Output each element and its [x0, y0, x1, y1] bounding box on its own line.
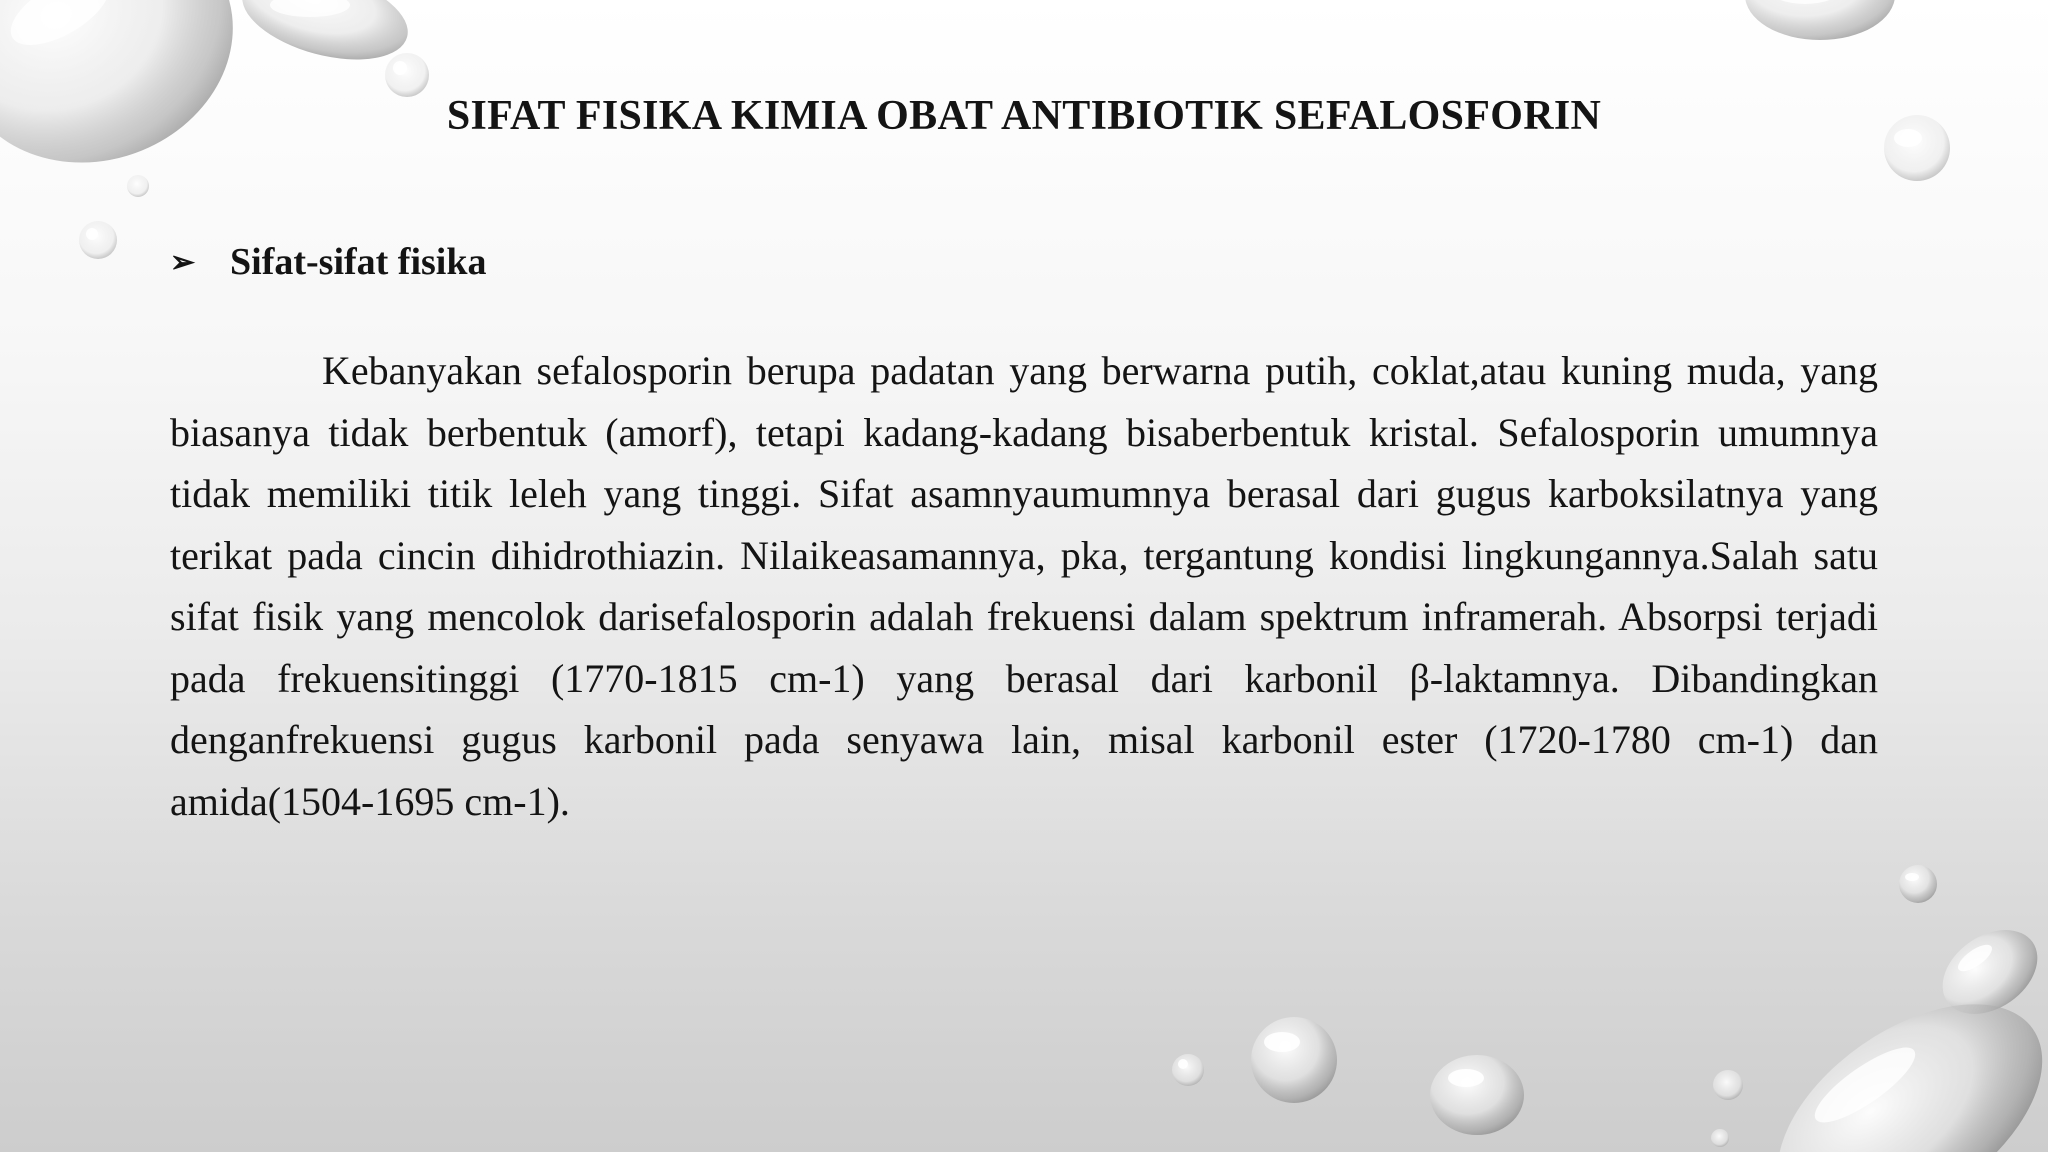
water-drop-bottom-center-oval	[1430, 1055, 1524, 1135]
water-drop-bottom-center-small	[1172, 1054, 1204, 1086]
arrowhead-bullet-icon: ➢	[170, 245, 196, 279]
water-drop-small-1	[385, 53, 429, 97]
slide-title: SIFAT FISIKA KIMIA OBAT ANTIBIOTIK SEFALOSFORIN	[446, 93, 1602, 139]
water-drop-bottom-small-a	[1713, 1070, 1743, 1100]
section-heading	[170, 240, 487, 284]
section-heading-label: Sifat-sifat fisika	[230, 241, 487, 283]
water-drop-small-2	[127, 175, 149, 197]
water-drop-small-3	[79, 221, 117, 259]
water-drop-bottom-center-large	[1251, 1017, 1337, 1103]
water-drop-bottom-small-b	[1711, 1129, 1729, 1147]
water-drop-bottom-right-small	[1899, 865, 1937, 903]
body-paragraph: Kebanyakan sefalosporin berupa padatan yang berwarna putih, coklat,atau kuning muda, yang biasanya tidak berbentuk (amorf), tetapi kadang-kadang bisaberbentuk kristal. Sefalosporin umumnya tidak memiliki titik leleh yang tinggi. Sifat asamnyaumumnya berasal dari gugus karboksilatnya yang terikat pada cincin dihidrothiazin. Nilaikeasamannya, pka, tergantung kondisi lingkungannya.Salah satu sifat fisik yang mencolok darisefalosporin adalah frekuensi dalam spektrum inframerah. Absorpsi terjadi pada frekuensitinggi (1770-1815 cm-1) yang berasal dari karbonil β-laktamnya. Dibandingkan denganfrekuensi gugus karbonil pada senyawa lain, misal karbonil ester (1720-1780 cm-1) dan amida(1504-1695 cm-1).	[170, 348, 1878, 824]
water-drop-top-right	[1745, 0, 1895, 40]
